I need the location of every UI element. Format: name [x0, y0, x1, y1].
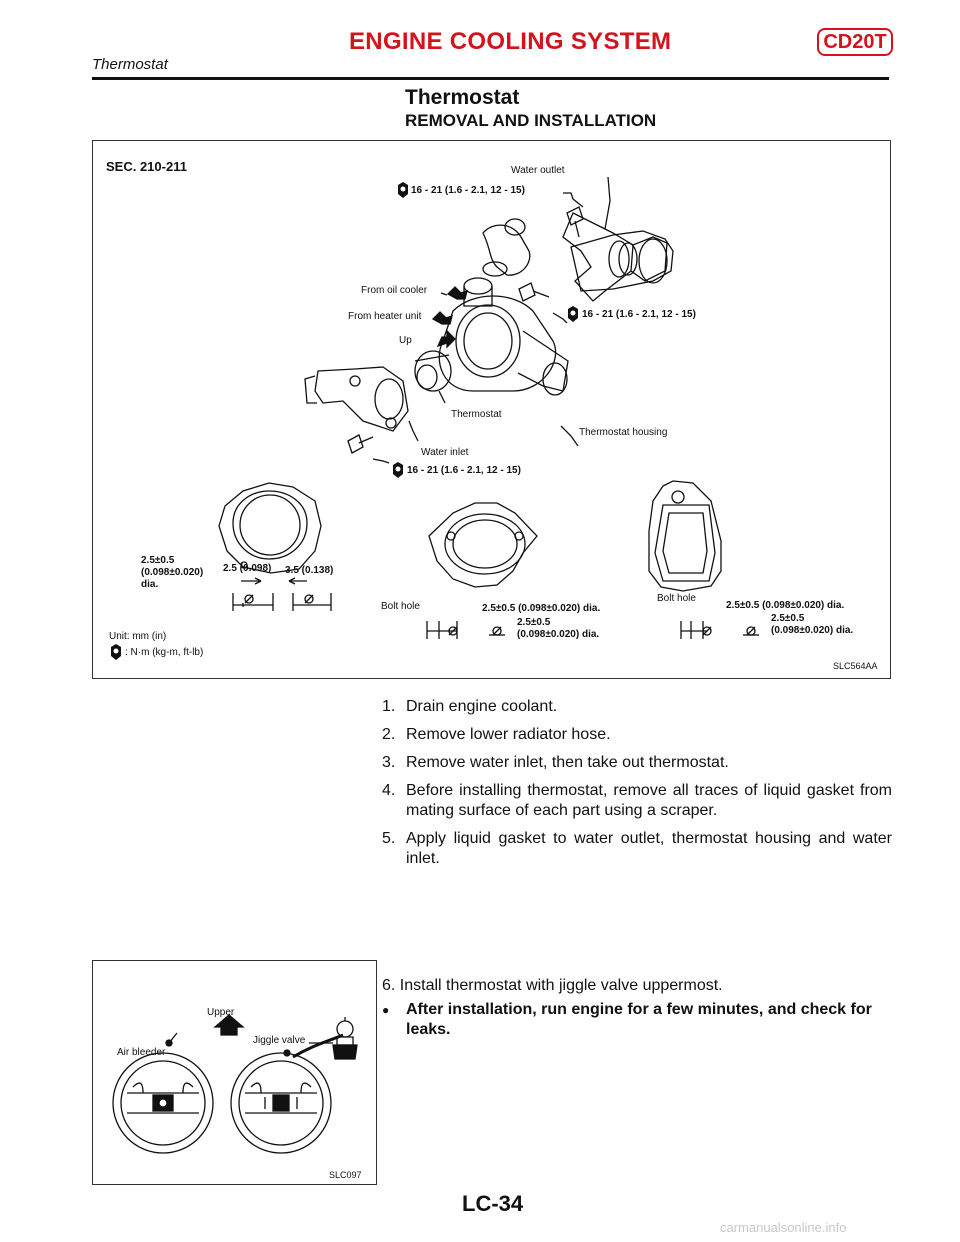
step-item: 5. Apply liquid gasket to water outlet, thermostat housing and water inlet. — [382, 830, 892, 867]
label-bolt-hole-a: Bolt hole — [381, 601, 420, 612]
label-bead-right-a: 2.5±0.5 (0.098±0.020) dia. — [726, 600, 845, 611]
label-unit: Unit: mm (in) — [109, 631, 167, 642]
label-bead-left-3: dia. — [141, 579, 159, 590]
step-item: 2. Remove lower radiator hose. — [382, 726, 611, 743]
step-item: 3. Remove water inlet, then take out thermostat. — [382, 754, 729, 771]
label-upper: Upper — [207, 1007, 235, 1018]
label-bead-mid-b-2: (0.098±0.020) dia. — [517, 629, 600, 640]
label-bead-right-b-2: (0.098±0.020) dia. — [771, 625, 854, 636]
thermostat-drawing — [93, 961, 376, 1184]
torque-wrench-icon — [396, 181, 410, 199]
header-subtitle: Thermostat — [92, 56, 168, 73]
step-6: 6. Install thermostat with jiggle valve uppermost. — [382, 977, 723, 994]
header-title: ENGINE COOLING SYSTEM — [349, 28, 672, 55]
label-dim-b: 3.5 (0.138) — [285, 565, 334, 576]
label-bead-left-1: 2.5±0.5 — [141, 555, 175, 566]
procedure-steps — [382, 697, 892, 877]
label-from-oil-cooler: From oil cooler — [361, 285, 428, 296]
label-up: Up — [399, 335, 412, 346]
caution-note: ● After installation, run engine for a few minutes, and check for leaks. — [382, 1001, 872, 1038]
label-thermostat-housing: Thermostat housing — [579, 427, 668, 438]
label-torque-bottom: 16 - 21 (1.6 - 2.1, 12 - 15) — [407, 465, 521, 476]
torque-wrench-icon — [391, 461, 405, 479]
label-from-heater-unit: From heater unit — [348, 311, 422, 322]
torque-wrench-icon — [109, 643, 123, 661]
step-item: 4. Before installing thermostat, remove all traces of liquid gasket from mating surface of each part using a scraper. — [382, 782, 892, 819]
header-rule — [92, 77, 889, 80]
label-jiggle-valve: Jiggle valve — [253, 1035, 306, 1046]
label-torque-mid: 16 - 21 (1.6 - 2.1, 12 - 15) — [582, 309, 696, 320]
label-unit-torque: : N·m (kg-m, ft-lb) — [125, 647, 204, 658]
step-item: 1. Drain engine coolant. — [382, 698, 558, 715]
label-bead-left-2: (0.098±0.020) — [141, 567, 204, 578]
page-number: LC-34 — [462, 1191, 524, 1216]
torque-wrench-icon — [566, 305, 580, 323]
section-title: REMOVAL AND INSTALLATION — [405, 111, 657, 130]
figure-code: SLC564AA — [833, 661, 878, 671]
label-thermostat: Thermostat — [451, 409, 502, 420]
exploded-view-figure — [92, 140, 891, 679]
watermark: carmanualsonline.info — [720, 1220, 847, 1235]
figure-section-label: SEC. 210-211 — [106, 159, 187, 174]
label-bead-right-b-1: 2.5±0.5 — [771, 613, 805, 624]
label-bolt-hole-b: Bolt hole — [657, 593, 696, 604]
label-torque-top: 16 - 21 (1.6 - 2.1, 12 - 15) — [411, 185, 525, 196]
label-bead-mid-a: 2.5±0.5 (0.098±0.020) dia. — [482, 603, 601, 614]
label-bead-mid-b-1: 2.5±0.5 — [517, 617, 551, 628]
figure-code: SLC097 — [329, 1170, 362, 1180]
thermostat-orientation-figure — [92, 960, 377, 1185]
bullet-icon: ● — [382, 1003, 390, 1017]
label-dim-a: 2.5 (0.098) — [223, 563, 272, 574]
model-badge: CD20T — [817, 28, 893, 56]
page-title: Thermostat — [405, 86, 520, 109]
label-air-bleeder: Air bleeder — [117, 1047, 166, 1058]
label-water-outlet: Water outlet — [511, 165, 565, 176]
label-water-inlet: Water inlet — [421, 447, 469, 458]
